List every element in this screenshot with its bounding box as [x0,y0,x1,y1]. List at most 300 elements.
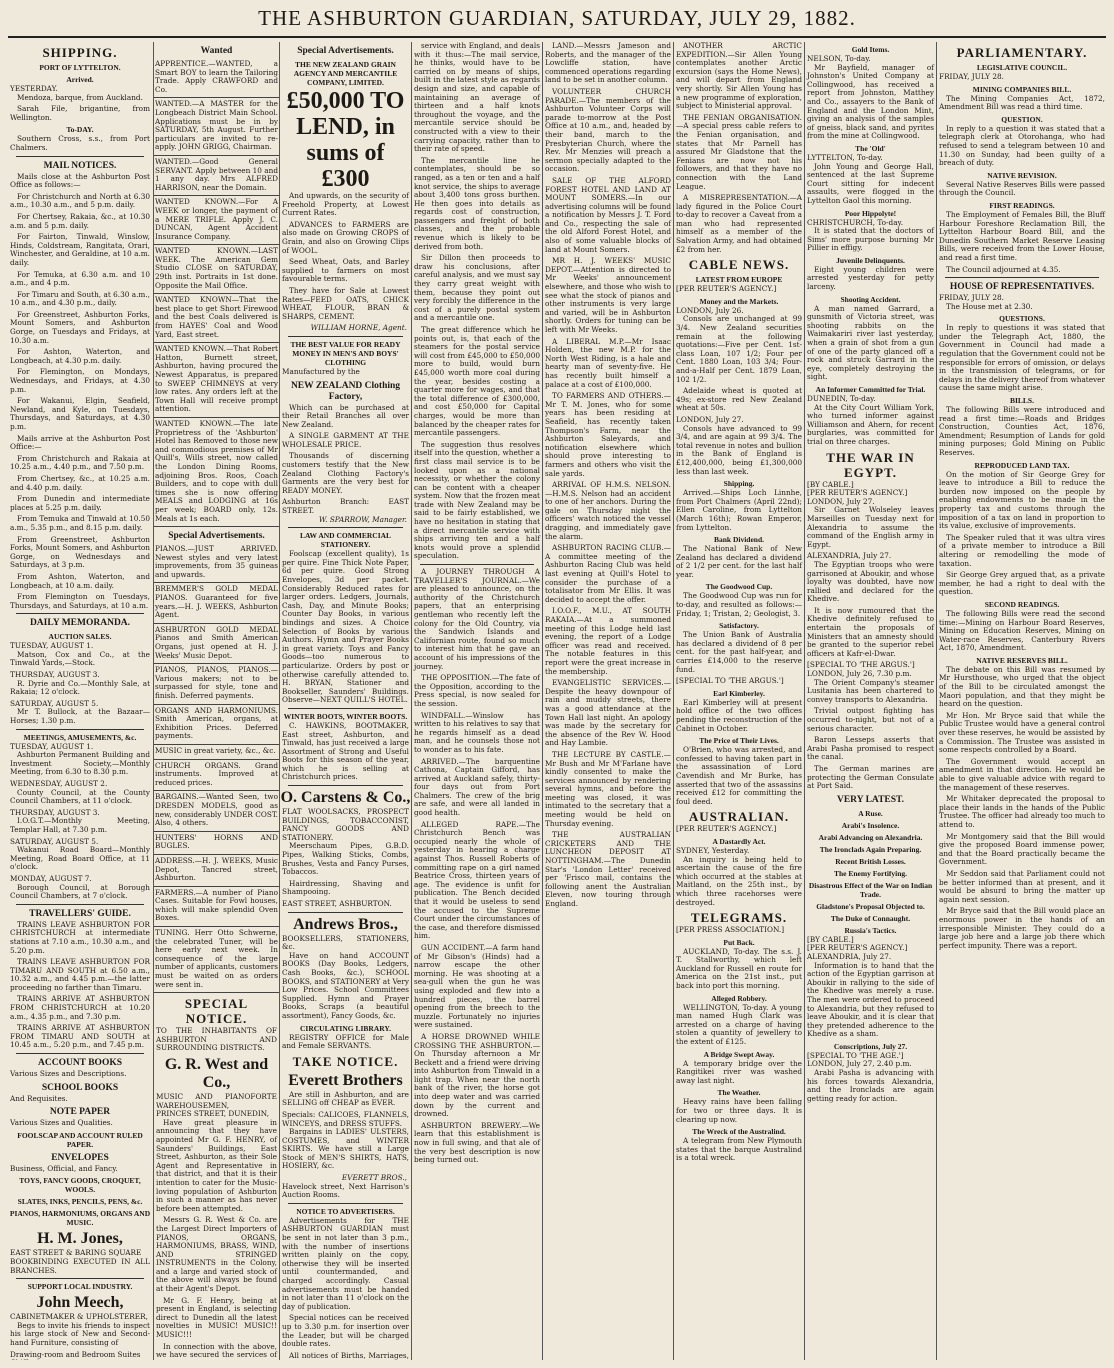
paragraph: It is now rumoured that the Khedive definitely refused to entertain the proposals of Ministers that an amnesty should be granted to the superior rebel officers at Kafr-el-Dwar. [807,605,934,658]
column-7 [804,42,936,1360]
paragraph: Mr G. F. Henry, being at present in England, is selecting direct to Dunedin all the latest novelties in MUSIC! MUSIC!! MUSIC!!! [156,1295,277,1340]
paragraph: I.O.G.T.—Monthly Meeting, Templar Hall, at 7.30 p.m. [10,816,150,834]
text-line: Various Sizes and Descriptions. [10,1069,127,1079]
paragraph: Southern Cross, s.s., from Port Chalmers. [10,134,150,152]
paragraph: Mendoza, barque, from Auckland. [17,92,143,102]
classified-ad: WANTED KNOWN—That the best place to get Short Firewood and the best Coals delivered is from HAYES' Coal and Wood Yard, East street. [154,294,279,343]
paragraph: ASHBURTON BREWERY.—We learn that this establishment is now in full swing, and that ale of the very best description is now being turned out. [414,1120,540,1165]
text-line: Ashburton Branch: EAST STREET. [282,497,409,516]
heading: THE BEST VALUE FOR READY MONEY IN MEN'S AND BOYS' CLOTHING [290,339,401,367]
text-line: MONDAY, AUGUST 7. [10,873,92,883]
classified-ad: APPRENTICE.—WANTED, a Smart BOY to learn the Tailoring Trade. Apply CRAWFORD and Co. [154,58,279,98]
paragraph: Bargains in LADIES' ULSTERS, COSTUMES, and WINTER SKIRTS. We have still a Large Stock of MEN'S SHIRTS, HATS, HOSIERY, &c. [282,1127,409,1171]
heading: PIANOS, HARMONIUMS, ORGANS AND MUSIC. [9,1209,151,1228]
paragraph: For Greenstreet, Ashburton Forks, Mount Somers, and Ashburton Gorge, on Tuesdays and Fridays, at 10.30 a.m. [10,309,150,345]
paragraph: Mr Montgomery said that the Bill would give the proposed Board immense power, and that the Board practically became the Government. [939,831,1105,867]
paragraph: The debate on this Bill was resumed by Mr Hursthouse, who urged that the object of the Bill to be circulated amongst the Maori population, and that they might be heard on the question. [939,664,1105,709]
paragraph: TRAINS ARRIVE AT ASHBURTON FROM TIMARU AND SOUTH at 10.45 a.m., 5.20 p.m., and 7.45 p.m. [10,1023,150,1050]
paragraph: Sir George Grey argued that, as a private member, he had a right to deal with the question. [939,570,1105,597]
paragraph: Have great pleasure in announcing that they have appointed Mr G. F. HENRY, of Saunders' Buildings, East Street, Ashburton, as their Sole Agent and Representative in that district, and that it is their intention to cater for the Music-loving population of Ashburton in such a manner as has never before been attempted. [156,1117,277,1213]
text-line: BOOKSELLERS, STATIONERS, &c. [282,933,409,952]
paragraph: Foolscap (excellent quality), 1s per quire. Fine Thick Note Paper, 6d per quire. Good Strong Envelopes, 3d per packet. Considerably Reduced rates for larger orders. Ledgers, Journals, Cash, Day, and Minute Books; Counter Day Books, in various bindings and sizes. A Choice Selection of Books by various Authors. Hymn and Prayer Books in great variety. Toys and Fancy Goods—too numerous to particularize. Orders by post or otherwise carefully attended to. H. BRYAN, Stationer and Bookseller, Saunders' Buildings. Observe—NEXT QUILL'S HOTEL. [282,549,409,705]
heading: REPRODUCED LAND TAX. [974,460,1070,470]
text-line: ALEXANDRIA, July 27. [807,551,892,561]
heading: Juvenile Delinquents. [836,255,905,265]
text-line: Specials: CALICOES, FLANNELS, WINCEYS, and DRESS STUFFS. [282,1109,409,1128]
paragraph: GUN ACCIDENT.—A farm hand of Mr Gibson's (Hinds) had a narrow escape the other morning. He was shooting at a sea-gull when the gun he was using exploded and flew into a hundred pieces, the barrel opening from the breech to the muzzle. Fortunately no injuries were sustained. [414,942,540,1030]
paragraph: LAND.—Messrs Jameson and Roberts, and the manager of the Lowcliffe station, have commenced operations regarding land to be set in another column. [545,42,671,85]
paragraph: The suggestion thus resolves itself into the question, whether a first class mail service is to be looked upon as a national necessity, or whether the colony can be content with a cheaper system. Now that the frozen meat trade with New Zealand may be said to be fairly established, we have no hesitation in stating that a direct mercantile service with ships arriving ten and a half knots would prove a splendid speculation. [414,439,540,561]
heading: Everett Brothers [288,1071,403,1089]
heading: John Meech, [36,1294,124,1312]
paragraph: WELLINGTON, To-day. A young man named Hugh Clark was arrested on a charge of having stolen a quantity of jewellery to the extent of £125. [676,1002,802,1047]
divider [288,912,403,913]
paragraph: Sir Garnet Wolseley leaves Marseilles on Tuesday next for Alexandria to assume the command of the English army in Egypt. [807,505,934,549]
text-line: DUNEDIN, To-day. [807,394,876,403]
paragraph: A temporary bridge over the Rangitikei river was washed away last night. [676,1058,802,1085]
paragraph: The Speaker ruled that it was ultra vires of a private member to introduce a Bill altering or remodelling the mode of taxation. [939,532,1105,568]
paragraph: An inquiry is being held to ascertain the cause of the fire which occurred at the stables at Maitland, on the 25th inst., by which three racehorses were destroyed. [676,854,802,907]
paragraph: From Dunedin and intermediate places at 5.25 p.m. daily. [10,494,150,512]
paragraph: Meerschaum Pipes, G.B.D. Pipes, Walking Sticks, Combs, Brushes, Vesta and Fancy Purses, Tobaccos. [282,841,409,877]
masthead-rule [8,36,1106,38]
heading: AUSTRALIAN. [688,809,790,825]
paragraph: THE OPPOSITION.—The fate of the Opposition, according to the Press special, is now sealed for the session. [414,673,540,708]
text-line: EAST STREET & BARING SQUARE [10,1248,142,1258]
heading: SPECIAL NOTICE. [184,996,249,1027]
heading: H. M. Jones, [37,1230,123,1248]
paragraph: The following Bills were read the second time:—Mining on Harbour Board Reserves, Mining on Education Reserves, Mining on Water-race Reserves, Canterbury Rivers Act, 1870, Amendment. [939,608,1105,653]
signature: W. SPARROW, Manager. [318,514,407,524]
text-line: FRIDAY, JULY 28. [939,72,1004,81]
paragraph: They have for Sale at Lowest Rates—FEED OATS, CHICK WHEAT, FLOUR, BRAN & SHARPS, CEMENT. [282,285,409,321]
paragraph: Consols are unchanged at 99 3/4. New Zealand securities remain at the following quotations:—Five per Cent. 1st-class Loan, 107 1/2; Four per Cent. 1880 Loan, 103 3/4; Four-and-a-Half per Cent. 1879 Loan, 102 1/2. [676,314,802,384]
heading: A Bridge Swept Away. [703,1049,775,1059]
classified-ad: WANTED KNOWN.—For A WEEK or longer, the payment of a MERE TRIFLE. Apply J. C. DUNCAN, Agent Accident Insurance Company. [154,196,279,245]
heading: LAW AND COMMERCIAL STATIONERY. [299,531,392,550]
paragraph: EVANGELISTIC SERVICES.—Despite the heavy downpour of rain and muddy streets, there was a good attendance at the Town Hall last night. An apology was made by the secretary for the absence of the Rev W. Hood and Hay Lambie. [545,678,671,748]
text-line: And Requisites. [10,1093,68,1103]
paragraph: The Employment of Females Bill, the Bluff Harbour Foreshore Reclamation Bill, the Lyttelton Harbour Board Bill, and the Dunedin Southern Market Reserve Leasing Bills, were received from the Lower House, and read a first time. [939,209,1105,262]
paragraph: SALE OF THE ALFORD FOREST HOTEL AND LAND AT MOUNT SOMERS.—In our advertising columns will be found a notification by Messrs J. T. Ford and Co., respecting the sale of the old Alford Forest Hotel, and also of some valuable blocks of land at Mount Somers. [545,175,671,254]
text-line: CHRISTCHURCH, To-day. [807,217,904,227]
paragraph: Heavy rains have been falling for two or three days. It is clearing up now. [676,1097,802,1124]
text-line: [PER REUTER'S AGENCY.] [807,943,908,953]
column-1 [8,42,152,1360]
column-8 [936,42,1107,1360]
paragraph: Mr Whitaker deprecated the proposal to place their lands in the hands of the Public Trustee. The officer had already too much to attend to. [939,794,1105,829]
paragraph: From Ashton, Waterton, and Longbeach, at 10 a.m. daily. [10,571,150,590]
classified-ad: WANTED.—A MASTER for the Longbeach District Main School. Applications must be in by SATURDAY, 5th August. Further particulars are invited to re-apply. JOHN GRIGG, Chairman. [154,98,279,156]
text-line: TUESDAY, AUGUST 1. [10,741,94,751]
paragraph: Wakanui Road Board—Monthly Meeting, Road Board Office, at 11 o'clock. [10,845,150,872]
paragraph: R. Dyrie and Co.—Monthly Sale, at Rakaia; 12 o'clock. [10,678,150,697]
classified-ad: BARGAINS.—Wanted Seen, two DRESDEN MODELS, good as new, considerably UNDER COST. Also, 4 others. [154,791,279,831]
paragraph: The following Bills were introduced and read a first time:—Roads and Bridges Construction, Counties Act, 1876, Amendment; Resumption of Lands for gold mining purposes; Gold Mining on Public Reserves. [939,405,1105,457]
heading: LATEST FROM EUROPE [695,275,783,285]
divider [288,527,403,528]
heading: NATIVE RESERVES BILL. [976,655,1068,665]
paragraph: For Temuka, at 6.30 a.m. and 10 a.m., and 4 p.m. [10,269,150,288]
text-line: SATURDAY, AUGUST 5. [10,836,99,846]
paragraph: Earl Kimberley will at present hold office of the two offices pending the reconstruction of the Cabinet in October. [676,697,802,733]
heading: MAIL NOTICES. [43,160,117,171]
paragraph: From Greenstreet, Ashburton Forks, Mount Somers, and Ashburton Gorge, on Wednesdays and Saturdays, at 3 p.m. [10,534,150,570]
heading: TELEGRAMS. [690,910,788,926]
text-line: FLAT WOOLSACKS, PROSPECT BUILDINGS, TOBACCONIST, FANCY GOODS AND STATIONERY. [282,807,409,842]
text-line: TO THE INHABITANTS OF ASHBURTON AND SURROUNDING DISTRICTS. [156,1026,277,1053]
heading: Put Back. [723,937,755,947]
paragraph: service with England, and deals with it thus:—The mail service, he thinks, would have to be carried on by means of ships, built in the latest style as regards design and size, and capable of maintaining an average of thirteen and a half knots throughout the voyage, and the mercantile service should be constructed with a view to their carrying capacity, rather than to their rate of speed. [414,42,540,154]
paragraph: Mails close at the Ashburton Post Office as follows:— [10,171,150,190]
paragraph: Seed Wheat, Oats, and Barley supplied to farmers on most favourable terms. [282,257,409,284]
heading: Gold Items. [851,45,890,54]
column-5 [542,42,673,1360]
heading: Arrived. [66,75,94,84]
paragraph: REGISTRY OFFICE for Male and Female SERVANTS. [282,1032,409,1051]
heading: WINTER BOOTS, WINTER BOOTS. [283,711,408,721]
text-line: SATURDAY, AUGUST 5. [10,698,99,708]
divider [16,729,144,730]
paragraph: TRAINS LEAVE ASHBURTON FOR CHRISTCHURCH at intermediate stations at 7.10 a.m., 10.30 a.m., and 5.20 p.m. [10,919,150,955]
paragraph: WINDFALL.—Winslow has written to his relatives to say that he regards himself as a dead man, and he counsels those not to wonder as to his fate. [414,710,540,754]
paragraph: Advertisements for THE ASHBURTON GUARDIAN must be sent in not later than 3 p.m., with the number of insertions written plainly on the copy, otherwise they will be inserted until countermanded, and charged accordingly. Casual advertisements must be handed in not later than 11 o'clock on the day of publication. [282,1215,409,1311]
heading: VERY LATEST. [836,794,905,805]
heading: Arabi's Insolence. [841,820,900,830]
heading: Recent British Losses. [835,856,906,866]
heading: CIRCULATING LIBRARY. [299,1023,391,1033]
heading: Special Advertisements. [297,46,394,56]
text-line: WEDNESDAY, AUGUST 2. [10,779,108,788]
paragraph: The mercantile line he contemplates, should be so ranged, as a ten or ten and a half knot service, the ships to average about 3,400 tons gross burthen. He then goes into details as regards cost of construction, passengers and freight of both classes, and the probable revenue which is likely to be derived from both. [414,155,540,251]
heading: The Wreck of the Australind. [692,1127,786,1137]
paragraph: ADVANCES to FARMERS are also made on Growing CROPS of Grain, and also on Growing Clips of WOOL. [282,219,409,255]
paragraph: In reply to questions it was stated that under the Telegraph Act, 1880, the Government in Council had made a regulation that the Government could not be responsible for errors of omission, or delays in the transmission of telegrams, or for delays in the delivery thereof from whatever cause the same might arise. [939,323,1105,393]
heading: A Dastardly Act. [712,836,766,846]
paragraph: Begs to invite his friends to inspect his large stock of New and Second-hand Furniture, consisting of [10,1320,150,1347]
heading: A Ruse. [858,808,883,818]
text-line: LONDON, July 27. [676,414,744,424]
classified-ad: MUSIC in great variety, &c., &c. [154,745,279,760]
paragraph: For Chertsey, Rakaia, &c., at 10.30 a.m. and 5 p.m. daily. [10,211,150,230]
text-line: Manufactured by the [282,366,360,376]
paragraph: Have on hand ACCOUNT BOOKS (Day Books, Ledgers, Cash Books, &c.), SCHOOL BOOKS, and STATIONERY at Very Low Prices. School Committees Supplied. Hymn and Prayer Books, Scraps (a beautiful assortment), Fancy Goods, &c. [282,950,409,1020]
column-3 [279,42,411,1360]
heading: TOYS, FANCY GOODS, CROQUET, WOOLS. [19,1176,141,1195]
paragraph: For Timaru and South, at 6.30 a.m., 10 a.m., and 4.30 p.m., daily. [10,289,150,308]
text-line: LONDON, July 26. [676,305,744,315]
paragraph: Mr Seddon said that Parliament could not be better informed than at present, and it would be absurd to bring the matter up again next session. [939,868,1105,904]
heading: The Ironclads Again Preparing. [819,844,922,854]
divider [16,1053,144,1054]
heading: G. R. West and Co., [164,1056,269,1091]
paragraph: For Wakanui, Elgin, Seafield, Newland, and Kyle, on Tuesdays, Thursdays, and Saturdays, at 4.30 p.m. [10,396,150,431]
paragraph: TRAINS ARRIVE AT ASHBURTON FROM CHRISTCHURCH at 10.20 a.m., 4.35 p.m., and 7.30 p.m. [10,994,150,1021]
paragraph: John Young and George Hall, sentenced at the last Supreme Court sitting for indecent assaults, were flogged in the Lyttelton Gaol this morning. [807,161,934,205]
paragraph: On the motion of Sir George Grey for leave to introduce a Bill to reduce the burden now imposed on the people by enabling endowments to be made in the property tax and customs through the imposition of a tax on land in proportion to its value, exclusive of improvements. [939,469,1105,531]
text-line: BOOKBINDING EXECUTED IN ALL BRANCHES. [10,1257,150,1275]
paragraph: Information is to hand that the action of the Egyptian garrison at Aboukir in rallying to the side of the Khedive was merely a ruse. The men were ordered to proceed to Alexandria, but they refused to leave Aboukir, and it is clear that they pretended adherence to the Khedive as a sham. [807,960,934,1039]
paragraph: And upwards, on the security of Freehold Property, at Lowest Current Rates. [282,191,409,218]
heading: The 'Old' [855,143,886,153]
paragraph: ASHBURTON RACING CLUB.—A committee meeting of the Ashburton Racing Club was held last evening at Quill's Hotel to consider the purchase of a totalisator from Mr Ellis. It was decided to accept the offer. [545,543,671,604]
heading: QUESTION. [1001,114,1043,124]
text-line: SYDNEY, Yesterday. [676,845,750,855]
classified-ad: HUNTERS' HORNS AND BUGLES. [154,832,279,855]
paragraph: MR H. J. WEEKS' MUSIC DEPOT.—Attention is directed to Mr Weeks' announcement elsewhere, and those who wish to see what the stock of pianos and other instruments is very large and varied, will be in Ashburton shortly. Orders for tuning can be left with Mr Weeks. [545,256,671,334]
text-line: LONDON, July 27. [807,496,875,506]
paragraph: A SINGLE GARMENT AT THE WHOLESALE PRICE. [282,431,409,449]
paragraph: The Orient Company's steamer Lusitania has been chartered to convey transports to Alexandria. [807,677,934,704]
heading: THE NEW ZEALAND GRAIN AGENCY AND MERCANTILE COMPANY, LIMITED. [293,60,398,87]
heading: PARLIAMENTARY. [956,45,1088,60]
paragraph: Baron Lesseps asserts that Arabi Pasha promised to respect the canal. [807,735,934,762]
heading: The Goodwood Cup. [705,582,773,592]
paragraph: From Christchurch and Rakaia at 10.25 a.m., 4.40 p.m., and 7.50 p.m. [10,453,150,472]
classified-ad: ORGANS AND HARMONIUMS. Smith American, organs, at Exhibition Prices. Deferred payments. [154,705,279,745]
divider [945,277,1099,278]
paragraph: The National Bank of New Zealand has declared a dividend of 2 1/2 per cent. for the last half year. [676,544,802,579]
heading: ACCOUNT BOOKS [37,1058,123,1069]
paragraph: It is stated that the doctors of Sims' more purpose burning Mr Pillier in effigy. [807,226,934,253]
classified-ad: PIANOS.—JUST ARRIVED. Newest styles and very latest improvements, from 35 guineas and upwards. [154,543,279,583]
heading: SHIPPING. [42,45,118,60]
heading: The Price of Their Lives. [699,736,779,746]
paragraph: ANOTHER ARCTIC EXPEDITION.—Sir Allen Young contemplates another Arctic excursion (says the Home News), and will depart from England very shortly. Sir Allen Young has a new programme of exploration, subject to Ministerial approval. [676,42,802,111]
text-line: Business, Official, and Fancy. [10,1163,118,1173]
heading: PORT OF LYTTELTON. [39,63,121,72]
paragraph: Mr Hon. Mr Bryce said that while the Public Trustee would have a general control over these reserves, he would be assisted by a Commission. The Trustee was assisted in some respects controlled by a Board. [939,710,1105,755]
paragraph: Mr T. Bullock, at the Bazaar—Horses; 1.30 p.m. [10,707,150,726]
heading: To-DAY. [66,125,94,135]
divider [288,785,403,786]
paragraph: AUCKLAND, To-day. The s.s. J. T. Stallworthy, which left Auckland for Russell en route for America on the 21st inst., put back into port this morning. [676,946,802,991]
paragraph: Several Native Reserves Bills were passed through the Council. [939,179,1105,198]
heading: Gladstone's Proposal Objected to. [816,901,925,911]
paragraph: ARRIVED.—The barquentine Cathona, Captain Gifford, has arrived at Auckland safely, thirty-four days out from Port Chalmers. The crew of the brig are safe, and were all landed in good health. [414,756,540,818]
heading: The Weather. [717,1088,761,1098]
paragraph: Which can be purchased at their Retail Branches all over New Zealand. [282,402,409,429]
heading: FOOLSCAP AND ACCOUNT RULED PAPER. [17,1130,143,1149]
paragraph: Consols have advanced to 99 3/4, and are again at 99 3/4. The total revenue in notes and bullion in the Bank of England is £12,400,000, being £1,300,000 less than last week. [676,423,802,476]
paragraph: Sir Dillon then proceeds to draw his conclusions, after careful analysis, and we must say they carry great weight with them, because they point out very forcibly the difference in the cost of a purely postal system and a mercantile one. [414,253,540,323]
paragraph: All notices of Births, Marriages, [289,1350,409,1360]
paragraph: The Government would accept an amendment in that direction. He would be able to give valuable advice with regard to the management of these reserves. [939,756,1105,792]
heading: THE WAR IN EGYPT. [826,449,915,480]
text-line: MUSIC AND PIANOFORTE WAREHOUSEMEN, [156,1092,277,1110]
paragraph: A JOURNEY THROUGH A TRAVELLER'S JOURNAL.—We are pleased to announce, on the authority of the Christchurch papers, that an enterprising gentleman who recently left the colony for the Old Country, via the Sandwich Islands and Californian route, found so much to interest him that he gave an account of his impressions of the journey. [414,567,540,671]
heading: AUCTION SALES. [48,632,112,642]
paragraph: TO FARMERS AND OTHERS.—Mr T. M. Jones, who for some years has been residing at Seafield, has recently taken Thompson's Farm, near the Ashburton Saleyards, and notification elsewhere which should prove interesting to farmers and others who visit the sale yards. [545,391,671,478]
text-line: [BY CABLE.] [807,934,854,944]
masthead-title: THE ASHBURTON GUARDIAN, SATURDAY, JULY 29, 1882. [258,6,856,30]
heading: MEETINGS, AMUSEMENTS, &c. [23,732,137,742]
paragraph: A HORSE DROWNED WHILE CROSSING THE ASHBURTON.—On Thursday afternoon a Mr Beckett and a friend were driving into Ashburton from Tinwald in a light trap. When near the north bank of the river, the horse got into deep water and was carried down by the current and drowned. [414,1031,540,1119]
paragraph: Borough Council, at Borough Council Chambers, at 7 o'clock. [10,882,150,901]
paragraph: In reply to a question it was stated that a telegraph clerk at Otorohanga, who had refused to send a telegram between 10 and 11.30 on Sunday, had been guilty of a breach of duty. [939,123,1105,168]
classified-ad: WANTED KNOWN.—The late Proprietress of the 'Ashburton' Hotel has Removed to those new and commodious premises of Mr Quill's, Wills street, now called the London Dining Rooms, adjoining Bros. Roos, Coach Builders, and to cope with dull times she is now offering MEALS and LODGING at 16s per week; BOARD only, 12s. Meals at 1s each. [154,418,279,527]
text-line: Drawing-room and Bedroom Suites [10,1349,141,1359]
heading: Conscriptions, July 27. [833,1041,908,1051]
heading: SCHOOL BOOKS [41,1082,119,1093]
paragraph: VOLUNTEER CHURCH PARADE.—The members of the Ashburton Volunteer Corps will parade to-morrow at the Post Office at 10 a.m., and, headed by their band, march to the Presbyterian Church, where the Rev. Mr Menzies will preach a sermon specially adapted to the occasion. [545,86,671,174]
classified-ad: ASHBURTON GOLD MEDAL Pianos and Smith American Organs, just opened at H. J. Weeks' Music Depot. [154,624,279,664]
heading: An Informer Committed for Trial. [815,385,926,394]
paragraph: County Council, at the County Council Chambers, at 11 o'clock. [10,787,150,806]
heading: Special Advertisements. [168,531,265,542]
paragraph: THE LECTURE BY CASTLE.—Mr Bush and Mr M'Farlane have kindly consented to make the services announced by rendering several hymns, and before the meeting was closed, it was intimated to the secretary that a meeting would be held on Thursday evening. [545,749,671,828]
heading: Money and the Markets. [699,296,779,306]
paragraph: Are still in Ashburton, and are SELLING off CHEAP as EVER. [282,1089,409,1108]
paragraph: Mr Bryce said that the Bill would place an enormous power in the hands of an irresponsible Minister. They could do a large job here and a large job there which perfect impunity. There was a report. [939,906,1105,950]
heading: CABLE NEWS. [688,257,790,273]
classified-ad: WANTED.—Good General SERVANT. Apply between 10 and 1 any day. Mrs ALFRED HARRISON, near the Domain. [154,156,279,196]
paragraph: Ashburton Permanent Building and Investment Society,—Monthly Meeting, from 6.30 to 8.30 p.m. [10,750,150,777]
text-line: YESTERDAY. [10,84,58,93]
masthead [0,0,1114,36]
paragraph: For Flemington, on Mondays, Wednesdays, and Fridays, at 4.30 p.m. [10,367,150,394]
paragraph: I.O.O.F., M.U., AT SOUTH RAKAIA.—At a summoned meeting of this Lodge held last evening, the report of a Lodge officer was read and received. The notable features in this report were the great increase in the membership. [545,606,671,676]
heading: TAKE NOTICE. [292,1053,399,1069]
heading: NATIVE REVISION. [987,170,1057,180]
paragraph: Matson, Cox and Co., at the Tinwald Yards,—Stock. [10,649,150,668]
column-4 [411,42,542,1360]
heading: Earl Kimberley. [713,688,765,698]
paragraph: Mr Bayfield, manager of Johnston's United Company at Collingwood, has received a report from Johnston, Matthey and Co., assayers to the Bank of England and the London Mint, giving an analysis of the samples of gneiss, black sand, and pyrites from the mine at Collingwood. [807,62,934,141]
divider [16,1278,144,1279]
paragraph: A man named Garrard, a gunsmith of Victoria street, was shooting rabbits on the Waimakariri river last yesterday, when a grain of shot from a gun of one of the party glanced off a rock and struck Garrard in the eye, completely destroying the sight. [807,303,934,382]
text-line: Havelock street, Next Harrison's Auction Rooms. [282,1181,409,1200]
divider [16,613,144,614]
text-line: LYTTELTON, To-day. [807,152,883,162]
paragraph: Adelaide wheat is quoted at 49s; ex-store red New Zealand wheat at 50s. [676,386,802,413]
text-line: [SPECIAL TO 'THE ARGUS.'] [676,676,784,686]
paragraph: THE AUSTRALIAN CRICKETERS AND THE LUNCHEON DEPOSIT AT NOTTINGHAM.—The Dunedin Star's 'London Letter' received per 'Frisco mail, contains the following anent the Australian Eleven, now touring through England. [545,830,671,908]
paragraph: A MISREPRESENTATION.—A lady figured in the Police Court to-day to recover a Caveat from a man who had represented himself as a member of the Salvation Army, and had obtained £2 from her. [676,193,802,254]
divider [288,336,403,337]
heading: FIRST READINGS. [989,200,1055,210]
heading: DAILY MEMORANDA. [29,618,131,629]
paragraph: Special notices can be received up to 3.30 p.m. for insertion over the Leader, but will be charged double rates. [282,1313,409,1349]
heading: QUESTIONS. [999,314,1045,324]
divider [420,564,534,565]
paragraph: For Christchurch and North at 6.30 a.m., 10.30 a.m., and 5 p.m. daily. [10,191,150,210]
text-line: NELSON, To-day. [807,54,871,63]
paragraph: In connection with the above, we have secured the services of [156,1341,277,1360]
heading: SLATES, INKS, PENCILS, PENS, &c. [17,1197,143,1207]
paragraph: The Goodwood Cup was run for to-day, and resulted as follows:—Friday, 1; Tristan, 2; Geologist, 3. [676,591,802,618]
heading: Poor Hippolyte! [844,208,897,218]
paragraph: Hairdressing, Shaving and Shampooing. [282,878,409,897]
heading: O. Carstens & Co., [280,789,411,807]
text-line: THURSDAY, AUGUST 3. [10,807,100,817]
paragraph: The German marines are protecting the German Consulate at Port Said. [807,763,934,791]
heading: BILLS. [1010,396,1034,406]
text-line: FRIDAY, JULY 28. [939,293,1004,303]
paragraph: TRAINS LEAVE ASHBURTON FOR TIMARU AND SOUTH at 6.50 a.m., 10.32 a.m., and 4.45 p.m.—the latter proceeding no farther than Timaru. [10,957,150,992]
heading: Shipping. [723,479,755,489]
text-line: [PER REUTER'S AGENCY.] [676,284,777,294]
heading: ENVELOPES [51,1152,109,1163]
paragraph: Eight young children were arrested yesterday for petty larceny. [807,264,934,292]
heading: NEW ZEALAND Clothing Factory, [290,380,401,402]
heading: SECOND READINGS. [984,599,1060,609]
heading: Bank Dividend. [713,535,765,545]
classified-ad: FARMERS.—A number of Piano Cases. Suitable for Fowl houses, which will make splendid Oven Boxes. [154,887,279,927]
text-line: [PER REUTER'S AGENCY.] [676,824,777,834]
heading: Russia's Tactics. [844,925,897,935]
classified-ad: PIANOS, PIANOS, PIANOS.—Various makers; not to be surpassed for style, tone and finish. Deferred payments. [154,664,279,704]
heading: The Enemy Fortifying. [833,868,908,878]
heading: LEGISLATIVE COUNCIL. [976,63,1068,72]
text-line: CABINETMAKER & UPHOLSTERER, [10,1312,148,1322]
heading: SUPPORT LOCAL INDUSTRY. [27,1282,133,1292]
classified-ad: ADDRESS.—H. J. WEEKS, Music Depot, Tancred street, Ashburton. [154,855,279,887]
classified-ad: WANTED KNOWN.—LAST WEEK. The American Gem Studio CLOSE on SATURDAY, 29th inst. Portraits in 1st done. Opposite the Mail Office. [154,245,279,294]
classified-ad: BREMMER'S GOLD MEDAL PIANOS. Guaranteed for five years.—H. J. WEEKS, Ashburton Agent. [154,583,279,623]
paragraph: O'Brien, who was arrested, and confessed to having taken part in the assassination of Lord Cavendish and Mr Burke, has asserted that two of the assassins received £12 for committing the foul deed. [676,745,802,806]
text-line: TUESDAY, AUGUST 1. [10,641,94,651]
heading: Alleged Robbery. [711,993,767,1003]
paragraph: For Ashton, Waterton, and Longbeach, at 4.30 p.m. daily. [10,347,150,365]
classified-ad: CHURCH ORGANS. Grand instruments. Improved at reduced prices. [154,760,279,792]
paragraph: Mails arrive at the Ashburton Post Office:— [10,433,150,452]
text-line: PRINCES STREET, DUNEDIN, [156,1109,270,1119]
heading: Disastrous Effect of the War on Indian Trade. [808,880,933,899]
heading: HOUSE OF REPRESENTATIVES. [949,282,1095,293]
text-line: [BY CABLE.] [807,479,854,489]
paragraph: A LIBERAL M.P.—Mr Isaac Holden, the new M.P. for the North West Riding, is a hale and hearty man of seventy-five. He has recently built himself a palace at a cost of £100,000. [545,336,671,389]
paragraph: Arrived.—Ships Loch Linnhe, from Port Chalmers (April 22nd); Ellen Caroline, from Lyttelton (March 16th); Rowan Emperor, from Lyttelton. [676,488,802,532]
text-line: ALEXANDRIA, July 27. [807,951,892,961]
signature: EVERETT BROS., [341,1173,407,1183]
paragraph: The Union Bank of Australia has declared a dividend of 8 per cent. for the past half-year, and carries £14,000 to the reserve fund. [676,630,802,674]
text-line [10,1359,150,1360]
divider [288,708,403,709]
heading: NOTICE TO ADVERTISERS. [296,1206,395,1216]
loan-amount: £50,000 TO LEND, in sums of £300 [286,88,405,192]
heading: Wanted [200,46,233,56]
classified-ad: TUNING. Herr Otto Schwerne, the celebrated Tuner, will be here early next week. In consequence of the large number of applicants, customers must be waited on as orders were sent in. [154,927,279,993]
paragraph: Arabi Pasha is advancing with his forces towards Alexandria, and the Ironclads are again getting ready for action. [807,1068,934,1103]
paragraph: At the City Court William York, who turned informer against Williamson and Ahern, for recent burglaries, was committed for trial on three charges. [807,402,934,446]
paragraph: The Mining Companies Act, 1872, Amendment Bill was read a third time. [939,93,1105,112]
signature: WILLIAM HORNE, Agent. [310,323,407,333]
text-line: LONDON, July 26, 7.30 p.m. [807,669,912,679]
paragraph: Sarah File, brigantine, from Wellington. [10,104,150,122]
classified-ad: WANTED KNOWN.—That Robert Hatton, Burnett street, Ashburton, having procured the Newest Apparatus, is prepared to SWEEP CHIMNEYS at very low rates. Any orders left at the Town Hall will receive prompt attention. [154,343,279,418]
paragraph: Thousands of discerning customers testify that the New Zealand Clothing Factory's Garments are the very best for READY MONEY. [282,451,409,495]
divider [16,904,144,905]
text-line: [PER PRESS ASSOCIATION.] [676,925,785,935]
text-line: THURSDAY, AUGUST 3. [10,670,100,680]
text-line: EAST STREET, ASHBURTON. [282,899,392,908]
heading: MINING COMPANIES BILL. [972,84,1072,94]
paragraph: The House met at 2.30. [946,301,1033,311]
heading: The Duke of Connaught. [830,913,911,923]
heading: Shooting Accident. [840,294,901,304]
heading: Satisfactory. [719,621,759,631]
text-line: [SPECIAL TO 'THE AGE.'] [807,1050,904,1060]
paragraph: The great difference which he points out, is, that each of the steamers for the postal service will cost from £45,000 to £50,000 more to build, would burn £45,000 worth more coal during the year, besides costing a quarter more for wages, and that the total difference of £300,000, and cost £50,000 for Capital charges, would be more than balanced by the cheaper rates for mercantile passengers. [414,325,540,438]
paragraph: ALLEGED RAPE.—The Christchurch Bench was occupied nearly the whole of yesterday in hearing a charge against Thos. Russell Roberts of committing rape on a girl named Beatrice Cross, thirteen years of age. The evidence is unfit for publication. The Bench decided that it would be useless to send the accused to the Supreme Court under the circumstances of the case, and therefore dismissed him. [414,819,540,941]
paragraph: A telegram from New Plymouth states that the barque Australind is a total wreck. [676,1136,802,1163]
column-6 [673,42,804,1360]
heading: Arabi Advancing on Alexandria. [818,832,923,842]
divider [288,1203,403,1204]
column-2 [153,42,279,1360]
paragraph: For Fairton, Tinwald, Winslow, Hinds, Coldstream, Rangitata, Orari, Winchester, and Geraldine, at 10 a.m. daily. [10,232,150,267]
